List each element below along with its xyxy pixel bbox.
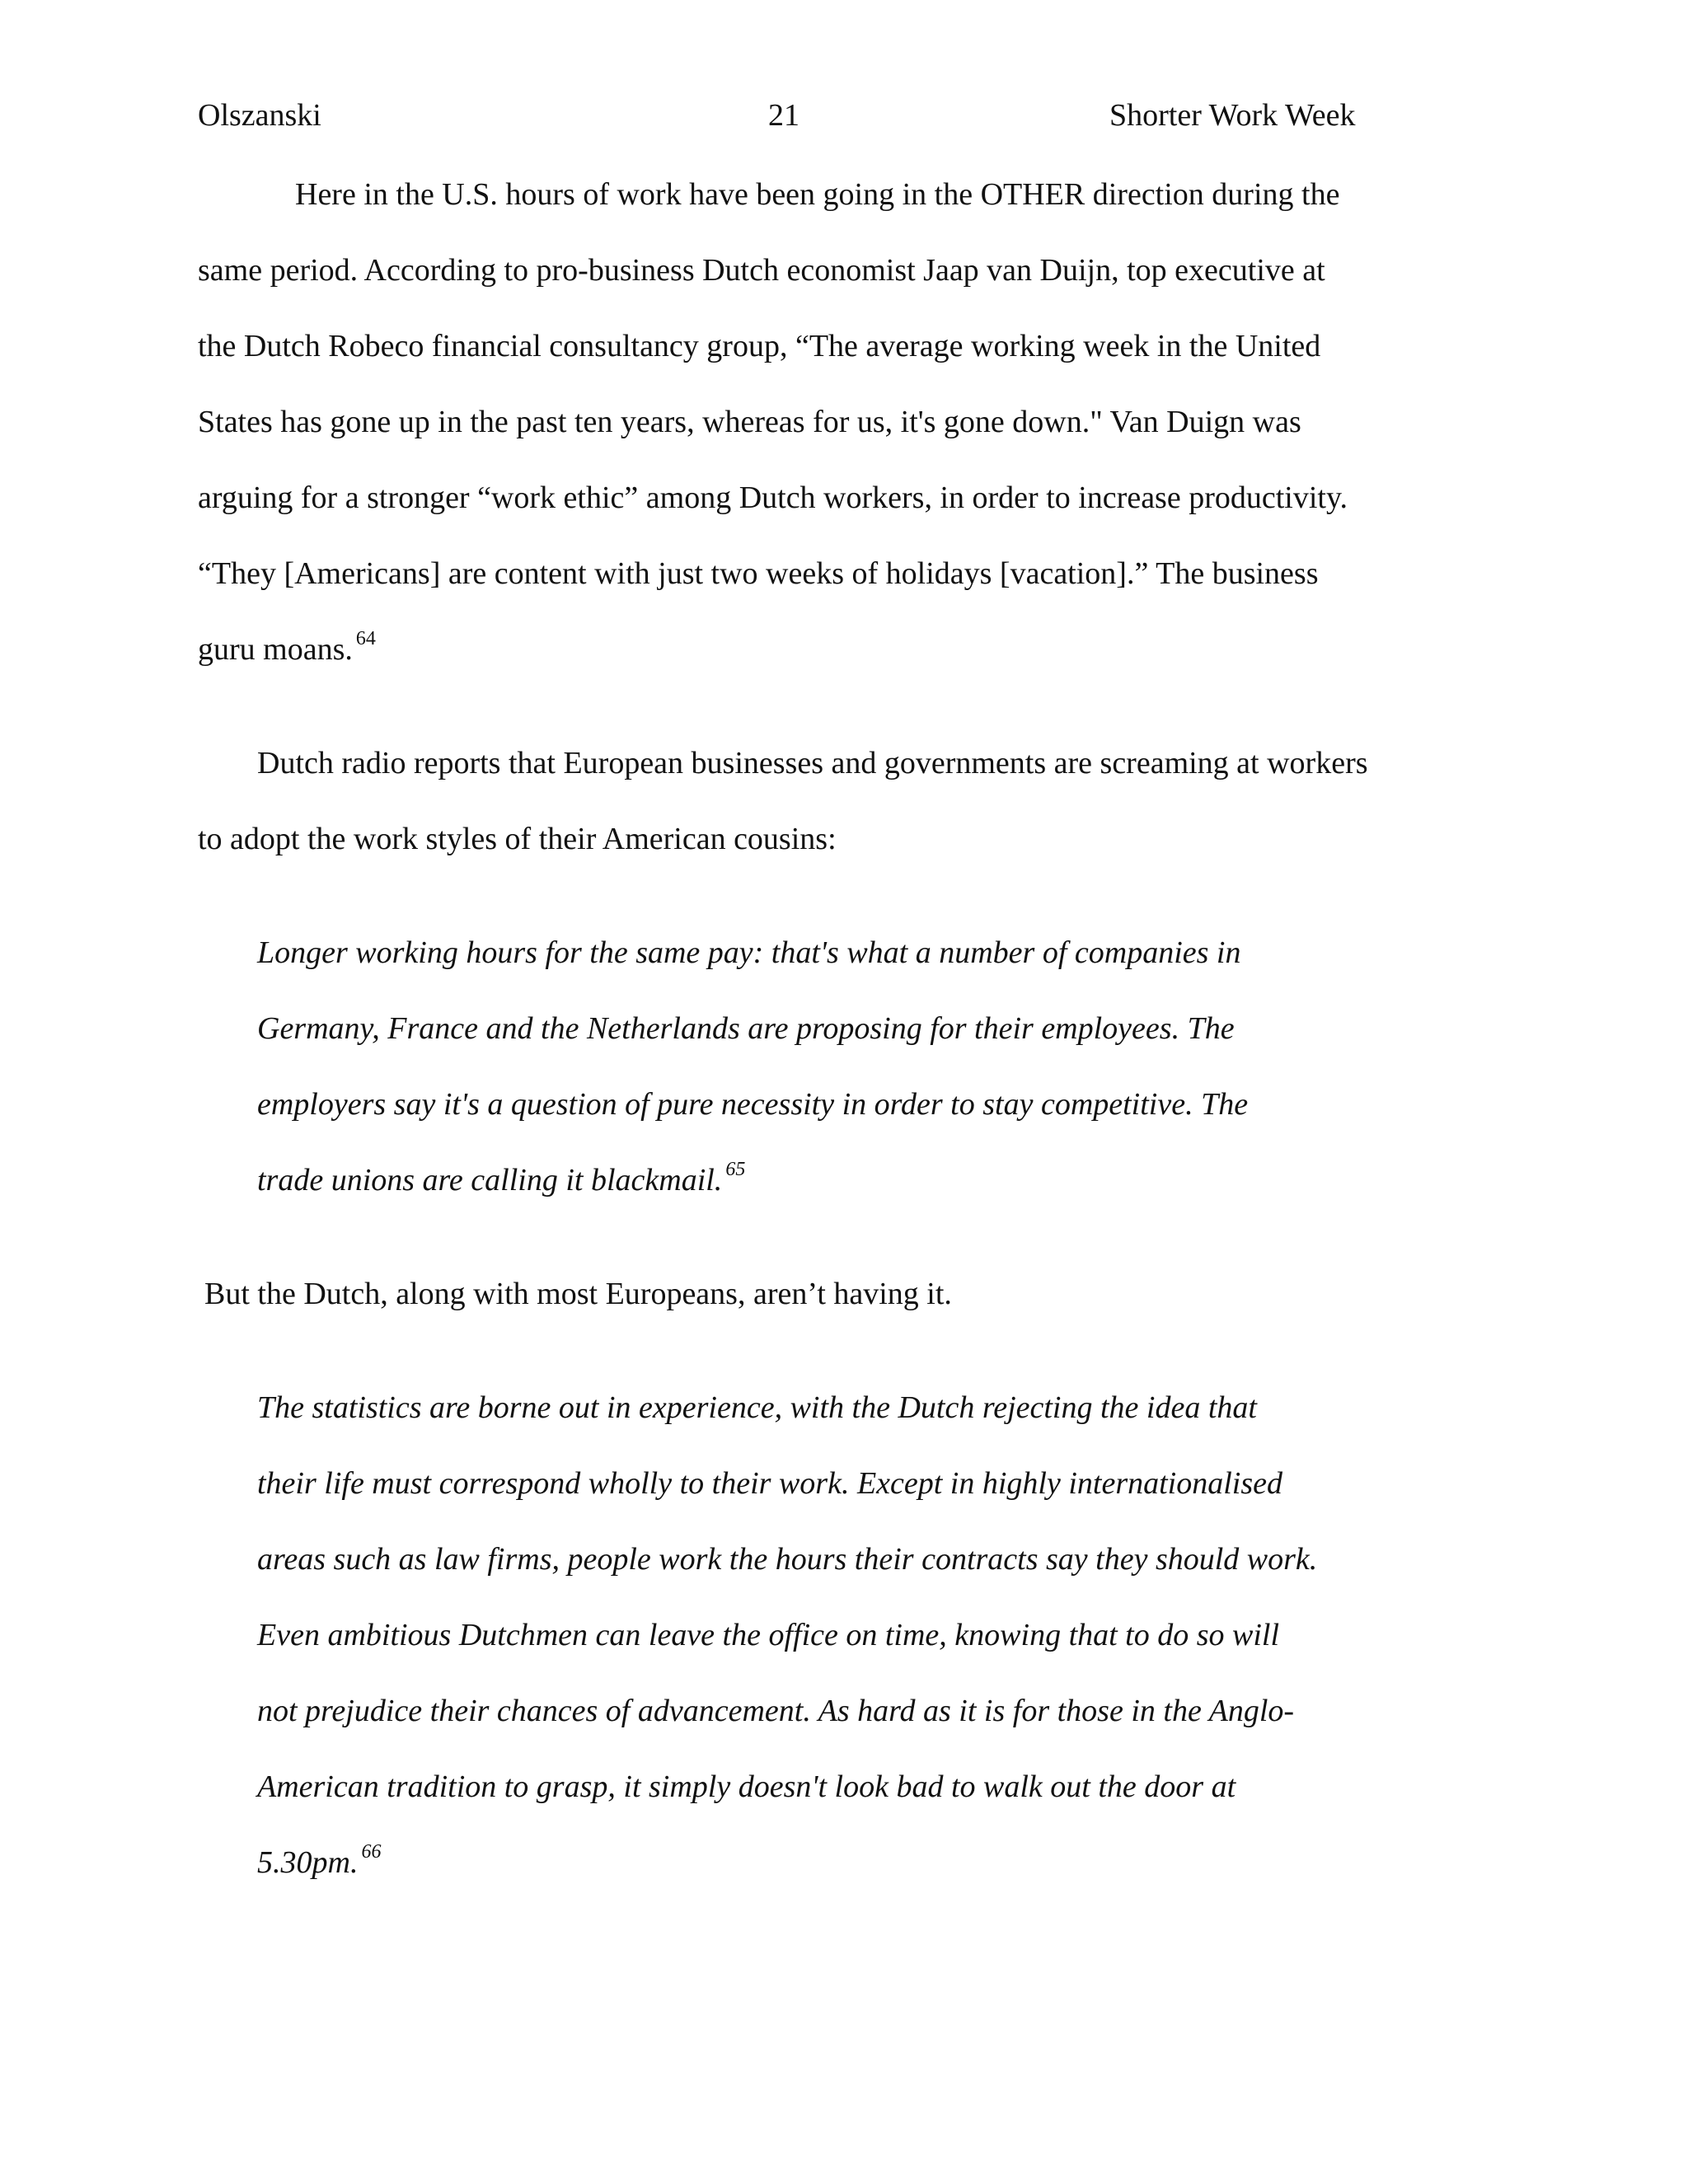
quote-line: Even ambitious Dutchmen can leave the office on time, knowing that to do so will — [257, 1618, 1280, 1652]
footnote-marker: 66 — [361, 1841, 382, 1863]
quote-line-text: 5.30pm. — [257, 1845, 359, 1880]
paragraph-line: Dutch radio reports that European businesses and governments are screaming at workers — [257, 746, 1368, 780]
paragraph-line-text: guru moans. — [198, 632, 353, 667]
paragraph-line — [198, 630, 376, 669]
quote-line: not prejudice their chances of advancement. As hard as it is for those in the Anglo- — [257, 1694, 1295, 1728]
quote-line: Longer working hours for the same pay: that's what a number of companies in — [257, 935, 1241, 970]
quote-line: their life must correspond wholly to their work. Except in highly internationalised — [257, 1466, 1282, 1501]
paragraph-line: same period. According to pro-business Dutch economist Jaap van Duijn, top executive at — [198, 253, 1325, 288]
header-author: Olszanski — [198, 98, 321, 133]
paragraph-line: arguing for a stronger “work ethic” among Dutch workers, in order to increase productivity. — [198, 480, 1348, 515]
quote-line — [257, 1843, 381, 1882]
header-page-number: 21 — [768, 98, 799, 133]
footnote-marker: 65 — [725, 1159, 746, 1181]
paragraph-line: the Dutch Robeco financial consultancy group, “The average working week in the United — [198, 329, 1321, 363]
quote-line: employers say it's a question of pure necessity in order to stay competitive. The — [257, 1087, 1249, 1122]
quote-line — [257, 1160, 745, 1200]
quote-line: Germany, France and the Netherlands are proposing for their employees. The — [257, 1011, 1235, 1046]
quote-line: American tradition to grasp, it simply doesn't look bad to walk out the door at — [257, 1769, 1236, 1804]
header-running-title: Shorter Work Week — [1109, 98, 1356, 133]
paragraph-line: Here in the U.S. hours of work have been going in the OTHER direction during the — [295, 177, 1340, 212]
paragraph-line: to adopt the work styles of their American cousins: — [198, 822, 837, 856]
quote-line: areas such as law firms, people work the hours their contracts say they should work. — [257, 1542, 1318, 1577]
paragraph-line: “They [Americans] are content with just two weeks of holidays [vacation].” The business — [198, 556, 1319, 591]
quote-line-text: trade unions are calling it blackmail. — [257, 1163, 723, 1197]
quote-line: The statistics are borne out in experience, with the Dutch rejecting the idea that — [257, 1390, 1257, 1425]
paragraph-line: States has gone up in the past ten years, whereas for us, it's gone down." Van Duign was — [198, 405, 1301, 439]
footnote-marker: 64 — [355, 628, 376, 650]
paragraph-3: But the Dutch, along with most Europeans, aren’t having it. — [204, 1277, 952, 1311]
